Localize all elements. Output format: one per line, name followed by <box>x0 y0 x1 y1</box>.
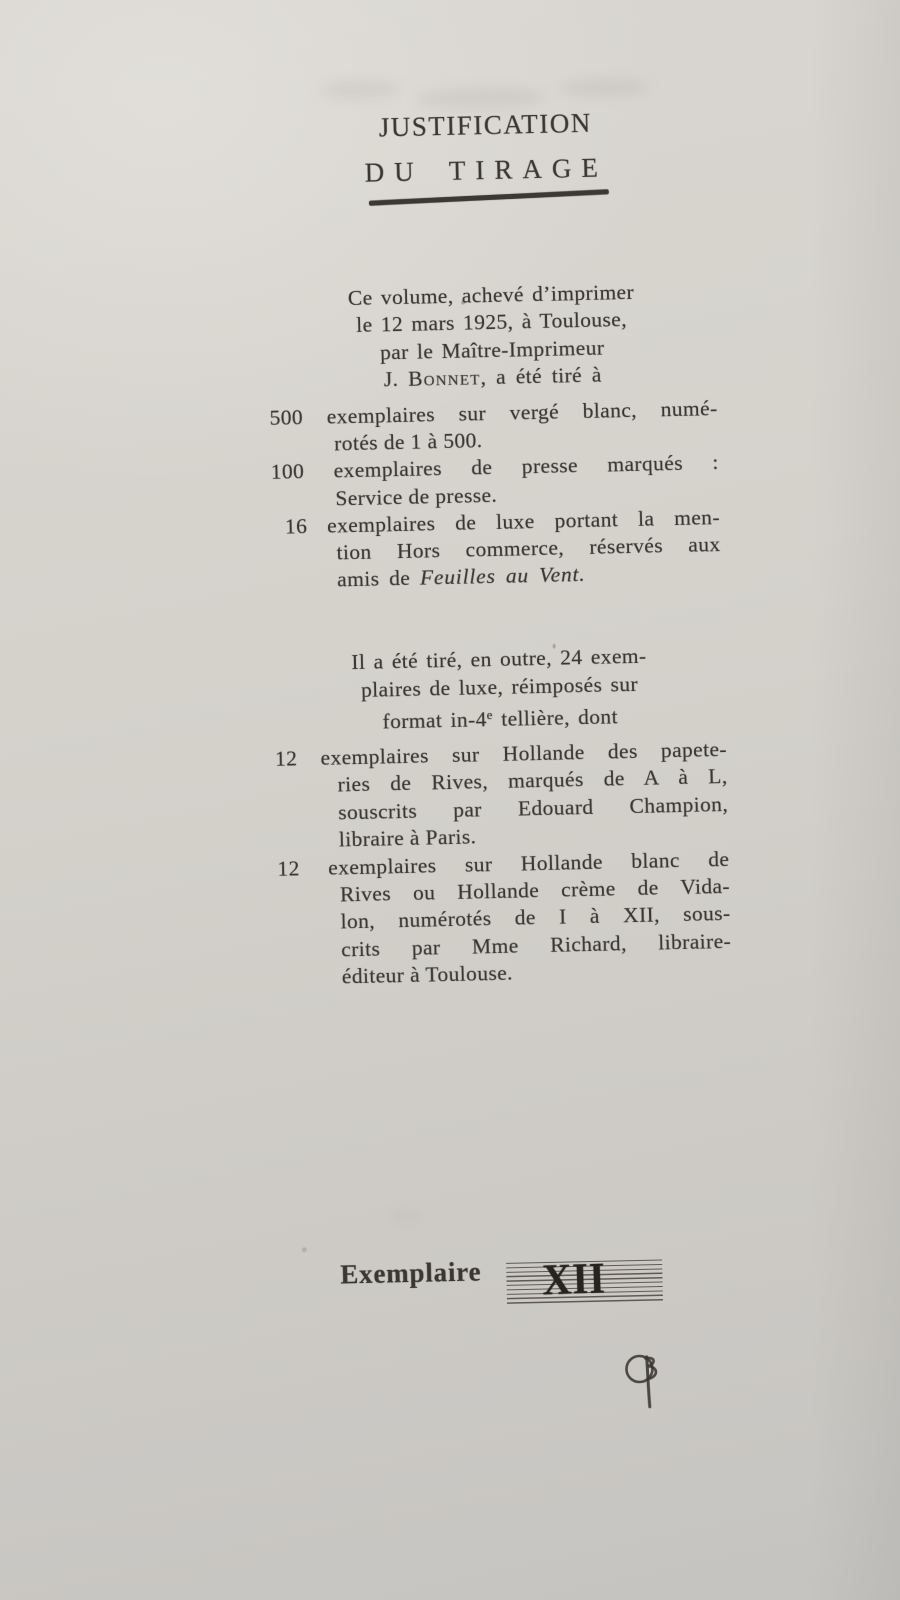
limitation-16-line-3-text: amis de <box>336 565 421 592</box>
limitation-list-1 <box>269 395 721 595</box>
exemplaire-label: Exemplaire <box>339 1256 482 1290</box>
limitation-12a-line-4: libraire à Paris. <box>338 824 477 852</box>
printer-monogram-icon <box>623 1351 670 1412</box>
deluxe-line-1: Il a été tiré, en outre, 24 exem- <box>351 643 647 675</box>
deluxe-line-2: plaires de luxe, réimposés sur <box>360 671 639 702</box>
limitation-12b-line-2: Rives ou Hollande crème de Vida- <box>339 873 731 907</box>
imprint-paragraph <box>311 278 673 395</box>
deluxe-paragraph <box>319 642 681 737</box>
paper-smudge <box>559 77 649 97</box>
limitation-12b-line-5: éditeur à Toulouse. <box>341 960 514 989</box>
title-line-1: JUSTIFICATION <box>378 107 593 143</box>
imprint-line-1: Ce volume, achevé d’imprimer <box>347 279 635 311</box>
ink-speck <box>302 1247 307 1252</box>
limitation-500-line-2: rotés de 1 à 500. <box>333 428 483 456</box>
page-title <box>353 100 619 196</box>
copy-number-stamp: XII <box>541 1253 607 1305</box>
limitation-12a-line-2: ries de Rives, marqués de A à L, <box>337 764 728 797</box>
format-text: format in-4 <box>382 707 488 734</box>
limitation-12b-line-4: crits par Mme Richard, libraire- <box>340 928 732 962</box>
limitation-12b-line-1: 12 exemplaires sur Hollande blanc de <box>277 846 730 881</box>
imprint-line-4-rest: , a été tiré à <box>480 362 602 390</box>
title-line-2: DU TIRAGE <box>364 152 609 188</box>
number-ruled-box <box>506 1253 663 1305</box>
printer-initial: J. <box>383 366 409 392</box>
limitation-12b-line-3: lon, numérotés de I à XII, sous- <box>340 901 731 934</box>
imprint-line-2: le 12 mars 1925, à Toulouse, <box>355 307 628 338</box>
limitation-500-line-1: 500 exemplaires sur vergé blanc, numé- <box>269 396 718 430</box>
limitation-16-line-1: 16 exemplaires de luxe portant la men- <box>284 504 721 539</box>
imprint-line-3: par le Maître-Imprimeur <box>379 335 605 365</box>
paper-smudge <box>319 79 399 101</box>
limitation-12a-line-3: souscrits par Edouard Champion, <box>337 791 729 825</box>
deluxe-line-3-rest: tellière, dont <box>492 704 619 732</box>
paper-smudge <box>389 1211 423 1224</box>
limitation-12a-line-1: 12 exemplaires sur Hollande des papete- <box>274 736 728 771</box>
limitation-16-line-2: tion Hors commerce, réservés aux <box>336 532 721 565</box>
limitation-100-line-2: Service de presse. <box>335 482 498 511</box>
limitation-100-line-1: 100 exemplaires de presse marqués : <box>270 450 719 485</box>
printer-name: Bonnet <box>407 365 481 391</box>
format-superscript: e <box>486 707 493 723</box>
copy-number-row <box>340 1247 663 1307</box>
book-title-italic: Feuilles au Vent. <box>419 562 586 590</box>
limitation-list-2 <box>275 736 732 992</box>
